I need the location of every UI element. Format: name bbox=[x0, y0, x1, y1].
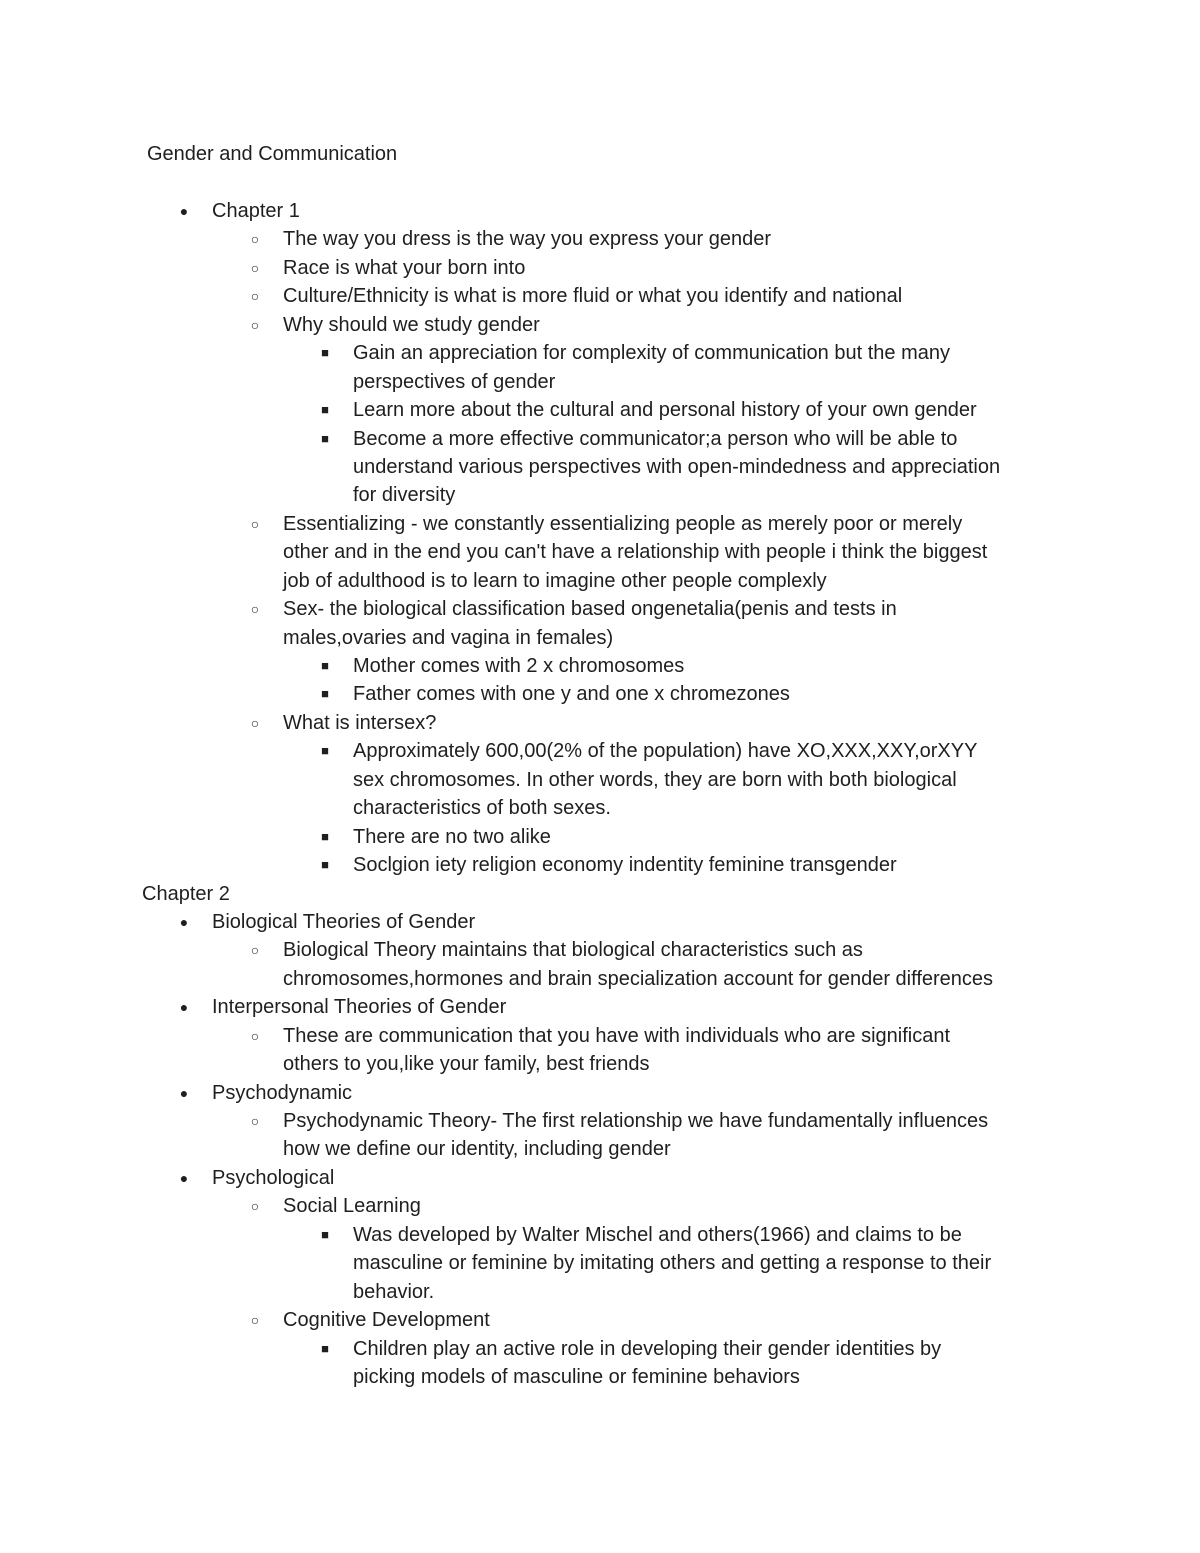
outline-line bbox=[0, 225, 1200, 253]
outline-line bbox=[0, 823, 1200, 851]
outline-text: Race is what your born into bbox=[283, 256, 526, 279]
outline-text: Was developed by Walter Mischel and others(1966) and claims to be bbox=[353, 1223, 962, 1246]
square-bullet-icon: ■ bbox=[321, 743, 329, 759]
outline-line bbox=[0, 1306, 1200, 1334]
outline-text: There are no two alike bbox=[353, 825, 551, 848]
outline-text: Cognitive Development bbox=[283, 1309, 490, 1332]
outline-text: Sex- the biological classification based ongenetalia(penis and tests in bbox=[283, 598, 897, 621]
outline-line bbox=[0, 680, 1200, 708]
outline-line bbox=[0, 1363, 1200, 1391]
square-bullet-icon: ■ bbox=[321, 345, 329, 361]
hollow-circle-bullet-icon: ○ bbox=[250, 515, 260, 532]
outline-line bbox=[0, 510, 1200, 538]
outline-line bbox=[0, 624, 1200, 652]
outline-text: What is intersex? bbox=[283, 711, 437, 734]
outline-line bbox=[0, 595, 1200, 623]
outline-line bbox=[0, 254, 1200, 282]
outline-line bbox=[0, 567, 1200, 595]
filled-circle-bullet-icon: ● bbox=[179, 913, 189, 930]
hollow-circle-bullet-icon: ○ bbox=[250, 259, 260, 276]
outline-line bbox=[0, 339, 1200, 367]
outline-line bbox=[0, 1192, 1200, 1220]
hollow-circle-bullet-icon: ○ bbox=[250, 1198, 260, 1215]
hollow-circle-bullet-icon: ○ bbox=[250, 288, 260, 305]
outline-line bbox=[0, 368, 1200, 396]
filled-circle-bullet-icon: ● bbox=[179, 1084, 189, 1101]
outline-text: These are communication that you have with individuals who are significant bbox=[283, 1024, 951, 1047]
outline-line bbox=[0, 993, 1200, 1021]
square-bullet-icon: ■ bbox=[321, 686, 329, 702]
outline-text: chromosomes,hormones and brain specialization account for gender differences bbox=[283, 967, 994, 990]
notes-outline bbox=[0, 197, 1200, 1391]
outline-text: job of adulthood is to learn to imagine other people complexly bbox=[283, 569, 827, 592]
square-bullet-icon: ■ bbox=[321, 1340, 329, 1356]
outline-line bbox=[0, 1079, 1200, 1107]
outline-line bbox=[0, 1335, 1200, 1363]
outline-line bbox=[0, 766, 1200, 794]
outline-line bbox=[0, 936, 1200, 964]
outline-text: characteristics of both sexes. bbox=[353, 797, 611, 820]
outline-line bbox=[0, 908, 1200, 936]
outline-line bbox=[0, 453, 1200, 481]
outline-text: Approximately 600,00(2% of the population) have XO,XXX,XXY,orXYY bbox=[353, 740, 978, 763]
outline-text: Culture/Ethnicity is what is more fluid or what you identify and national bbox=[283, 285, 903, 308]
hollow-circle-bullet-icon: ○ bbox=[250, 942, 260, 959]
hollow-circle-bullet-icon: ○ bbox=[250, 1027, 260, 1044]
section-heading bbox=[0, 880, 1200, 908]
page-title: Gender and Communication bbox=[147, 143, 398, 165]
outline-line bbox=[0, 652, 1200, 680]
outline-line bbox=[0, 396, 1200, 424]
outline-line bbox=[0, 481, 1200, 509]
square-bullet-icon: ■ bbox=[321, 857, 329, 873]
outline-text: others to you,like your family, best friends bbox=[283, 1053, 650, 1076]
outline-line bbox=[0, 311, 1200, 339]
outline-text: Father comes with one y and one x chromezones bbox=[353, 683, 790, 706]
outline-text: Gain an appreciation for complexity of communication but the many bbox=[353, 342, 950, 365]
outline-line bbox=[0, 1107, 1200, 1135]
outline-text: Mother comes with 2 x chromosomes bbox=[353, 655, 685, 677]
outline-line bbox=[0, 851, 1200, 879]
outline-text: Psychodynamic Theory- The first relationship we have fundamentally influences bbox=[283, 1110, 989, 1132]
hollow-circle-bullet-icon: ○ bbox=[250, 231, 260, 248]
outline-line bbox=[0, 197, 1200, 225]
square-bullet-icon: ■ bbox=[321, 658, 329, 673]
outline-line bbox=[0, 709, 1200, 737]
square-bullet-icon: ■ bbox=[321, 1226, 329, 1242]
outline-line bbox=[0, 1135, 1200, 1163]
outline-line bbox=[0, 1278, 1200, 1306]
outline-text: Children play an active role in developing their gender identities by bbox=[353, 1337, 942, 1360]
square-bullet-icon: ■ bbox=[321, 430, 329, 446]
outline-text: Interpersonal Theories of Gender bbox=[212, 996, 507, 1019]
outline-text: Learn more about the cultural and personal history of your own gender bbox=[353, 399, 977, 422]
filled-circle-bullet-icon: ● bbox=[179, 203, 189, 219]
outline-line bbox=[0, 1164, 1200, 1192]
outline-text: picking models of masculine or feminine behaviors bbox=[353, 1365, 800, 1388]
outline-text: Biological Theory maintains that biological characteristics such as bbox=[283, 939, 863, 962]
outline-text: other and in the end you can't have a relationship with people i think the biggest bbox=[283, 541, 988, 564]
square-bullet-icon: ■ bbox=[321, 402, 329, 418]
outline-line bbox=[0, 425, 1200, 453]
outline-text: how we define our identity, including gender bbox=[283, 1138, 671, 1161]
square-bullet-icon: ■ bbox=[321, 828, 329, 844]
hollow-circle-bullet-icon: ○ bbox=[250, 601, 260, 618]
outline-line bbox=[0, 965, 1200, 993]
outline-text: The way you dress is the way you express your gender bbox=[283, 228, 772, 251]
outline-text: masculine or feminine by imitating others and getting a response to their bbox=[353, 1252, 992, 1275]
outline-text: Psychological bbox=[212, 1166, 335, 1189]
outline-line bbox=[0, 1022, 1200, 1050]
outline-line bbox=[0, 737, 1200, 765]
hollow-circle-bullet-icon: ○ bbox=[250, 316, 260, 333]
hollow-circle-bullet-icon: ○ bbox=[250, 714, 260, 731]
outline-text: behavior. bbox=[353, 1280, 435, 1303]
outline-line bbox=[0, 1050, 1200, 1078]
outline-text: Why should we study gender bbox=[283, 313, 540, 336]
outline-text: Chapter 1 bbox=[212, 200, 300, 222]
outline-text: for diversity bbox=[353, 484, 456, 507]
outline-text: understand various perspectives with open-mindedness and appreciation bbox=[353, 455, 1001, 478]
outline-line bbox=[0, 794, 1200, 822]
outline-text: Chapter 2 bbox=[142, 882, 230, 905]
outline-line bbox=[0, 1221, 1200, 1249]
outline-text: sex chromosomes. In other words, they are born with both biological bbox=[353, 768, 957, 791]
filled-circle-bullet-icon: ● bbox=[179, 999, 189, 1016]
filled-circle-bullet-icon: ● bbox=[179, 1169, 189, 1186]
outline-text: Become a more effective communicator;a person who will be able to bbox=[353, 427, 958, 450]
outline-text: Soclgion iety religion economy indentity feminine transgender bbox=[353, 854, 897, 877]
outline-text: Psychodynamic bbox=[212, 1081, 353, 1104]
hollow-circle-bullet-icon: ○ bbox=[250, 1113, 260, 1129]
outline-text: Social Learning bbox=[283, 1195, 421, 1218]
hollow-circle-bullet-icon: ○ bbox=[250, 1312, 260, 1329]
outline-text: males,ovaries and vagina in females) bbox=[283, 626, 614, 649]
outline-text: perspectives of gender bbox=[353, 370, 556, 393]
outline-text: Essentializing - we constantly essentializing people as merely poor or merely bbox=[283, 512, 963, 535]
outline-line bbox=[0, 538, 1200, 566]
outline-text: Biological Theories of Gender bbox=[212, 910, 476, 933]
outline-line bbox=[0, 1249, 1200, 1277]
outline-line bbox=[0, 282, 1200, 310]
